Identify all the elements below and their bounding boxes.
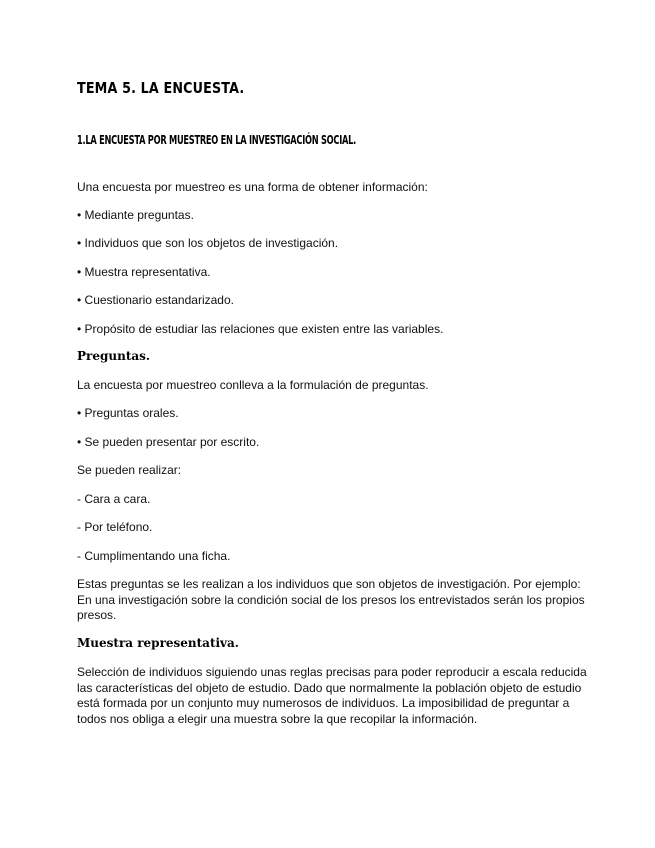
list-item: • Propósito de estudiar las relaciones que existen entre las variables. — [77, 322, 444, 336]
section-title: 1.LA ENCUESTA POR MUESTREO EN LA INVESTIGACIÓN SOCIAL. — [77, 132, 357, 147]
list-item: • Mediante preguntas. — [77, 208, 194, 222]
list-item: • Muestra representativa. — [77, 265, 211, 279]
list-item: • Cuestionario estandarizado. — [77, 293, 234, 307]
muestra-heading: Muestra representativa. — [77, 636, 239, 650]
list-item: • Individuos que son los objetos de investigación. — [77, 236, 339, 250]
document-title: TEMA 5. LA ENCUESTA. — [77, 79, 245, 97]
preguntas-intro: La encuesta por muestreo conlleva a la formulación de preguntas. — [77, 378, 429, 392]
list-item: - Cara a cara. — [77, 492, 151, 506]
list-item: - Cumplimentando una ficha. — [77, 549, 231, 563]
intro-text: Una encuesta por muestreo es una forma de obtener información: — [77, 180, 428, 194]
list-item: - Por teléfono. — [77, 520, 153, 534]
preguntas-closing: Estas preguntas se les realizan a los individuos que son objetos de investigación. Por ejemplo: En una investigación sobre la condición social de los presos los entrevistados serán los propios presos. — [77, 577, 585, 622]
list-item: • Preguntas orales. — [77, 406, 179, 420]
realizar-text: Se pueden realizar: — [77, 463, 182, 477]
muestra-text: Selección de individuos siguiendo unas reglas precisas para poder reproducir a escala reducida las características del objeto de estudio. Dado que normalmente la población objeto de estudio está formada por un conjunto muy numerosos de individuos. La imposibilidad de preguntar a todos nos obliga a elegir una muestra sobre la que recopilar la información. — [77, 665, 587, 726]
preguntas-heading: Preguntas. — [77, 349, 151, 363]
list-item: • Se pueden presentar por escrito. — [77, 435, 260, 449]
